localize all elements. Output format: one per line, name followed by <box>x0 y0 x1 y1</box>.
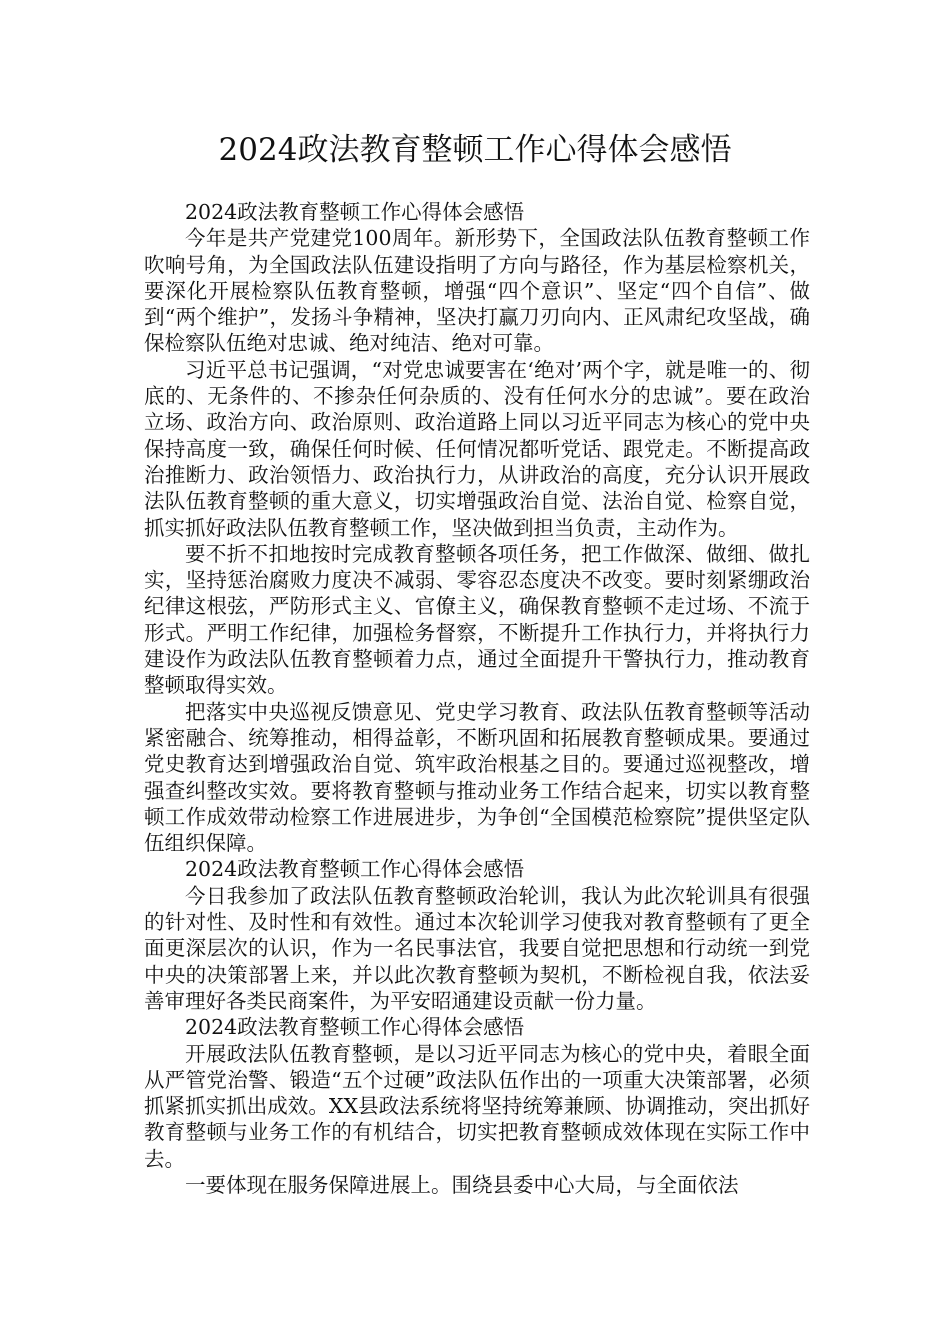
paragraph: 今年是共产党建党100周年。新形势下，全国政法队伍教育整顿工作吹响号角，为全国政法队伍建设指明了方向与路径，作为基层检察机关，要深化开展检察队伍教育整顿，增强“四个意识”、坚定“四个自信”、做到“两个维护”，发扬斗争精神，坚决打赢刀刃向内、正风肃纪攻坚战，确保检察队伍绝对忠诚、绝对纯洁、绝对可靠。 <box>144 226 810 356</box>
paragraph: 今日我参加了政法队伍教育整顿政治轮训，我认为此次轮训具有很强的针对性、及时性和有效性。通过本次轮训学习使我对教育整顿有了更全面更深层次的认识，作为一名民事法官，我要自觉把思想和行动统一到党中央的决策部署上来，并以此次教育整顿为契机，不断检视自我，依法妥善审理好各类民商案件，为平安昭通建设贡献一份力量。 <box>144 883 810 1013</box>
paragraph: 开展政法队伍教育整顿，是以习近平同志为核心的党中央，着眼全面从严管党治警、锻造“五个过硬”政法队伍作出的一项重大决策部署，必须抓紧抓实抓出成效。XX县政法系统将坚持统筹兼顾、协调推动，突出抓好教育整顿与业务工作的有机结合，切实把教育整顿成效体现在实际工作中去。 <box>144 1041 810 1171</box>
document-body <box>144 199 810 1198</box>
paragraph: 要不折不扣地按时完成教育整顿各项任务，把工作做深、做细、做扎实，坚持惩治腐败力度决不减弱、零容忍态度决不改变。要时刻紧绷政治纪律这根弦，严防形式主义、官僚主义，确保教育整顿不走过场、不流于形式。严明工作纪律，加强检务督察，不断提升工作执行力，并将执行力建设作为政法队伍教育整顿着力点，通过全面提升干警执行力，推动教育整顿取得实效。 <box>144 541 810 698</box>
paragraph: 把落实中央巡视反馈意见、党史学习教育、政法队伍教育整顿等活动紧密融合、统筹推动，相得益彰，不断巩固和拓展教育整顿成果。要通过党史教育达到增强政治自觉、筑牢政治根基之目的。要通过巡视整改，增强查纠整改实效。要将教育整顿与推动业务工作结合起来，切实以教育整顿工作成效带动检察工作进展进步，为争创“全国模范检察院”提供坚定队伍组织保障。 <box>144 699 810 856</box>
section-heading: 2024政法教育整顿工作心得体会感悟 <box>185 1015 525 1040</box>
paragraph: 习近平总书记强调，“对党忠诚要害在‘绝对’两个字，就是唯一的、彻底的、无条件的、不掺杂任何杂质的、没有任何水分的忠诚”。要在政治立场、政治方向、政治原则、政治道路上同以习近平同志为核心的党中央保持高度一致，确保任何时候、任何情况都听党话、跟党走。不断提高政治推断力、政治领悟力、政治执行力，从讲政治的高度，充分认识开展政法队伍教育整顿的重大意义，切实增强政治自觉、法治自觉、检察自觉，抓实抓好政法队伍教育整顿工作，坚决做到担当负责，主动作为。 <box>144 357 810 540</box>
document-title: 2024政法教育整顿工作心得体会感悟 <box>218 132 732 168</box>
paragraph: 一要体现在服务保障进展上。围绕县委中心大局，与全面依法 <box>185 1172 739 1197</box>
section-heading: 2024政法教育整顿工作心得体会感悟 <box>185 857 525 882</box>
section-heading: 2024政法教育整顿工作心得体会感悟 <box>185 200 525 224</box>
